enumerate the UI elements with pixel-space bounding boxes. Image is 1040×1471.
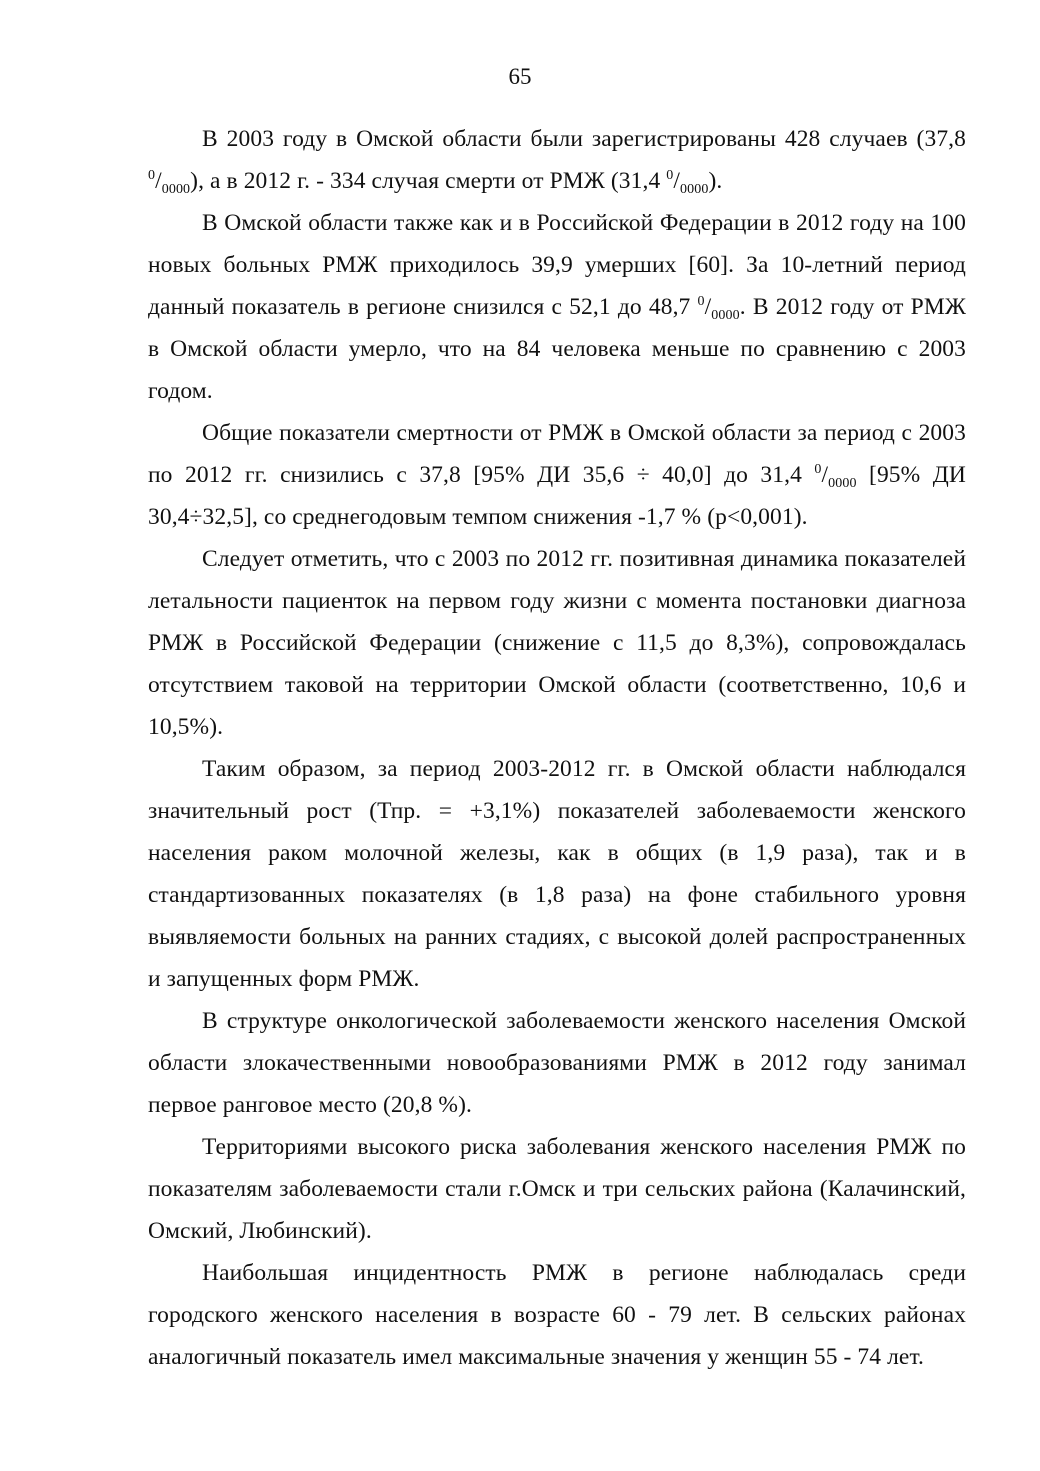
- unit-superscript: 0: [814, 462, 822, 477]
- unit-superscript: 0: [666, 168, 674, 183]
- unit-superscript: 0: [697, 294, 705, 309]
- paragraph: [148, 748, 966, 1000]
- paragraph-text: /: [704, 294, 712, 320]
- unit-superscript: 0: [148, 168, 156, 183]
- paragraph-text: В структуре онкологической заболеваемости женского населения Омской области злокачественными новообразованиями РМЖ в 2012 году занимал первое ранговое место (20,8 %).: [148, 1008, 966, 1118]
- paragraph: [148, 1252, 966, 1378]
- paragraph-text: . В 2012 году от РМЖ в Омской области умерло, что на 84 человека меньше по сравнению с 2003 годом.: [148, 294, 966, 404]
- paragraph: [148, 202, 966, 412]
- paragraph: [148, 538, 966, 748]
- body-text: [148, 118, 966, 1378]
- paragraph-text: Наибольшая инцидентность РМЖ в регионе наблюдалась среди городского женского населения в возрасте 60 - 79 лет. В сельских районах аналогичный показатель имел максимальные значения у женщин 55 - 74 лет.: [148, 1260, 966, 1370]
- paragraph: [148, 1126, 966, 1252]
- unit-subscript: 0000: [680, 182, 709, 197]
- paragraph-text: Следует отметить, что с 2003 по 2012 гг. позитивная динамика показателей летальности пациенток на первом году жизни с момента постановки диагноза РМЖ в Российской Федерации (снижение с 11,5 до 8,3%), сопровождалась отсутствием таковой на территории Омской области (соответственно, 10,6 и 10,5%).: [148, 546, 966, 740]
- paragraph-text: Территориями высокого риска заболевания женского населения РМЖ по показателям заболеваемости стали г.Омск и три сельских района (Калачинский, Омский, Любинский).: [148, 1134, 966, 1244]
- paragraph-text: ), а в 2012 г. - 334 случая смерти от РМЖ (31,4: [190, 168, 667, 194]
- paragraph-text: Общие показатели смертности от РМЖ в Омской области за период с 2003 по 2012 гг. снизились с 37,8 [95% ДИ 35,6 ÷ 40,0] до 31,4: [148, 420, 966, 488]
- paragraph-text: /: [673, 168, 681, 194]
- page-number: 65: [508, 64, 532, 89]
- paragraph-text: Таким образом, за период 2003-2012 гг. в Омской области наблюдался значительный рост (Тпр. = +3,1%) показателей заболеваемости женского населения раком молочной железы, как в общих (в 1,9 раза), так и в стандартизованных показателях (в 1,8 раза) на фоне стабильного уровня выявляемости больных на ранних стадиях, с высокой долей распространенных и запущенных форм РМЖ.: [148, 756, 966, 992]
- paragraph-text: В Омской области также как и в Российской Федерации в 2012 году на 100 новых больных РМЖ приходилось 39,9 умерших [60]. За 10-летний период данный показатель в регионе снизился с 52,1 до 48,7: [148, 210, 966, 320]
- paragraph: [148, 118, 966, 202]
- paragraph: [148, 412, 966, 538]
- paragraph-text: /: [821, 462, 829, 488]
- paragraph-text: ).: [708, 168, 723, 194]
- unit-subscript: 0000: [161, 182, 191, 197]
- unit-subscript: 0000: [828, 476, 857, 491]
- paragraph-text: /: [155, 168, 162, 194]
- paragraph: [148, 1000, 966, 1126]
- unit-subscript: 0000: [711, 308, 740, 323]
- paragraph-text: В 2003 году в Омской области были зарегистрированы 428 случаев (37,8: [202, 126, 966, 152]
- paragraph-text: [95% ДИ 30,4÷32,5], со среднегодовым темпом снижения -1,7 % (р<0,001).: [148, 462, 966, 530]
